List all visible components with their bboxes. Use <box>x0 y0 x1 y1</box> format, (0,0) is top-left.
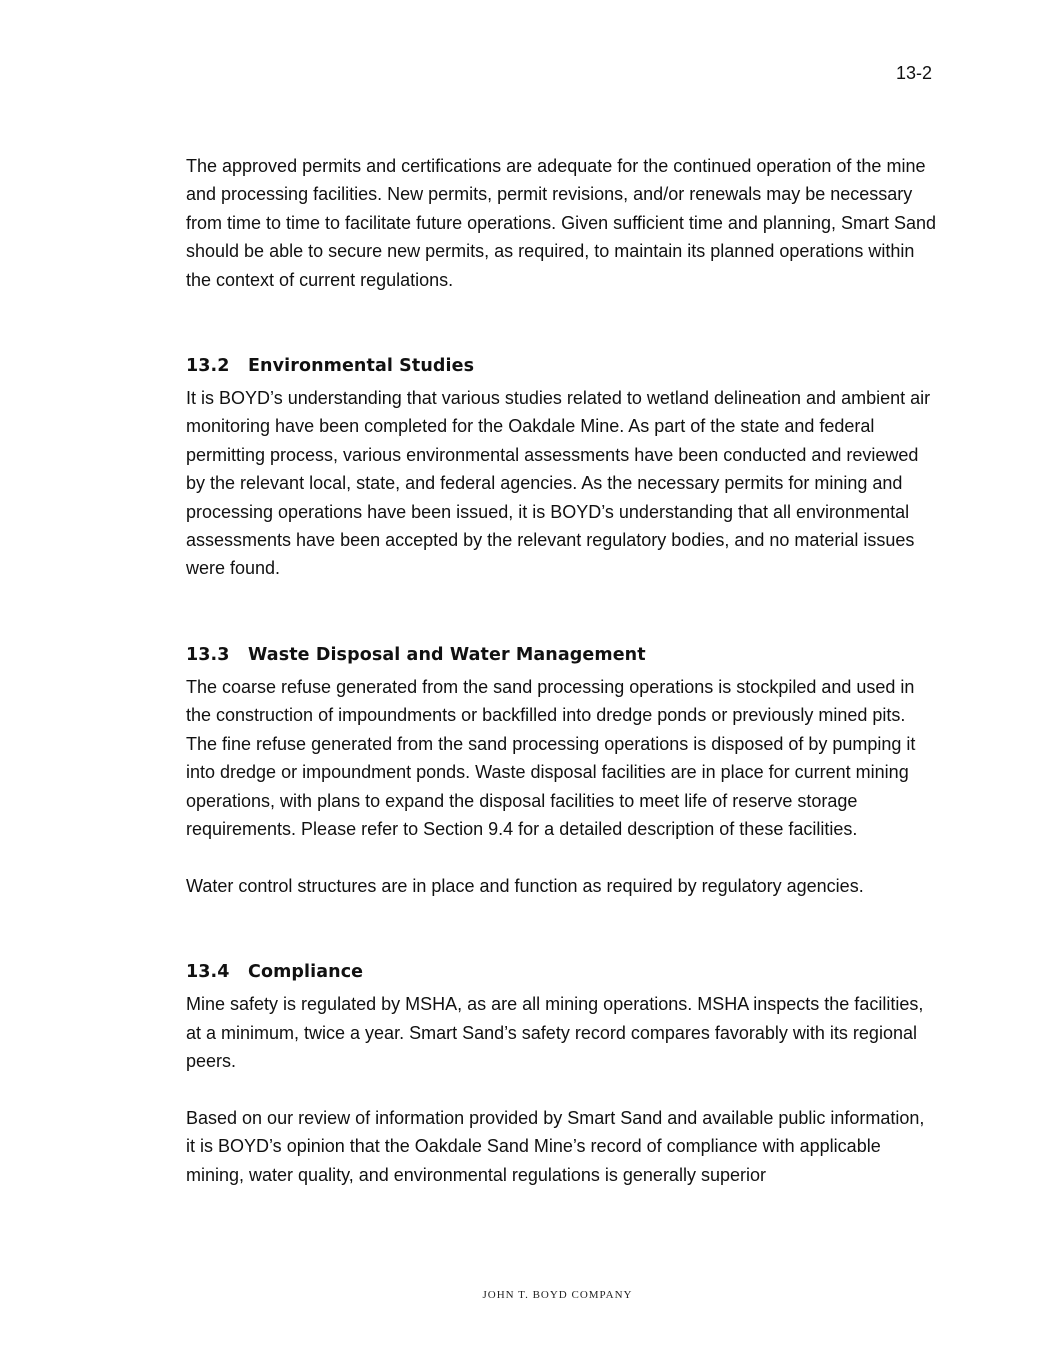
section-number: 13.4 <box>186 962 230 983</box>
document-body <box>186 152 938 1189</box>
section-waste-disposal <box>186 643 938 900</box>
intro-paragraph: The approved permits and certifications are adequate for the continued operation of the mine and processing facilities. New permits, permit revisions, and/or renewals may be necessary from time to time to facilitate future operations. Given sufficient time and planning, Smart Sand should be able to secure new permits, as required, to maintain its planned operations within the context of current regulations. <box>186 156 937 290</box>
section-title: Compliance <box>248 962 364 983</box>
section-heading <box>186 960 938 984</box>
section-paragraph: It is BOYD’s understanding that various studies related to wetland delineation and ambient air monitoring have been completed for the Oakdale Mine. As part of the state and federal permitting process, various environmental assessments have been conducted and reviewed by the relevant local, state, and federal agencies. As the necessary permits for mining and processing operations have been issued, it is BOYD’s understanding that all environmental assessments have been accepted by the relevant regulatory bodies, and no material issues were found. <box>186 388 931 579</box>
section-number: 13.3 <box>186 644 230 665</box>
section-environmental-studies <box>186 354 938 583</box>
page-number: 13-2 <box>895 63 932 83</box>
section-paragraph: Mine safety is regulated by MSHA, as are all mining operations. MSHA inspects the facilities, at a minimum, twice a year. Smart Sand’s safety record compares favorably with its regional peers. <box>186 994 924 1071</box>
section-paragraph: Based on our review of information provided by Smart Sand and available public information, it is BOYD’s opinion that the Oakdale Sand Mine’s record of compliance with applicable mining, water quality, and environmental regulations is generally superior <box>186 1107 925 1185</box>
section-paragraph: The coarse refuse generated from the sand processing operations is stockpiled and used in the construction of impoundments or backfilled into dredge ponds or previously mined pits. The fine refuse generated from the sand processing operations is disposed of by pumping it into dredge or impoundment ponds. Waste disposal facilities are in place for current mining operations, with plans to expand the disposal facilities to meet life of reserve storage requirements. Please refer to Section 9.4 for a detailed description of these facilities. <box>186 676 916 839</box>
section-title: Waste Disposal and Water Management <box>248 644 646 665</box>
company-footer: JOHN T. BOYD COMPANY <box>482 1289 633 1301</box>
section-title: Environmental Studies <box>248 356 475 377</box>
section-heading <box>186 643 938 667</box>
section-number: 13.2 <box>186 356 230 377</box>
section-paragraph: Water control structures are in place and function as required by regulatory agencies. <box>186 875 864 896</box>
section-compliance <box>186 960 938 1189</box>
section-heading <box>186 354 938 378</box>
